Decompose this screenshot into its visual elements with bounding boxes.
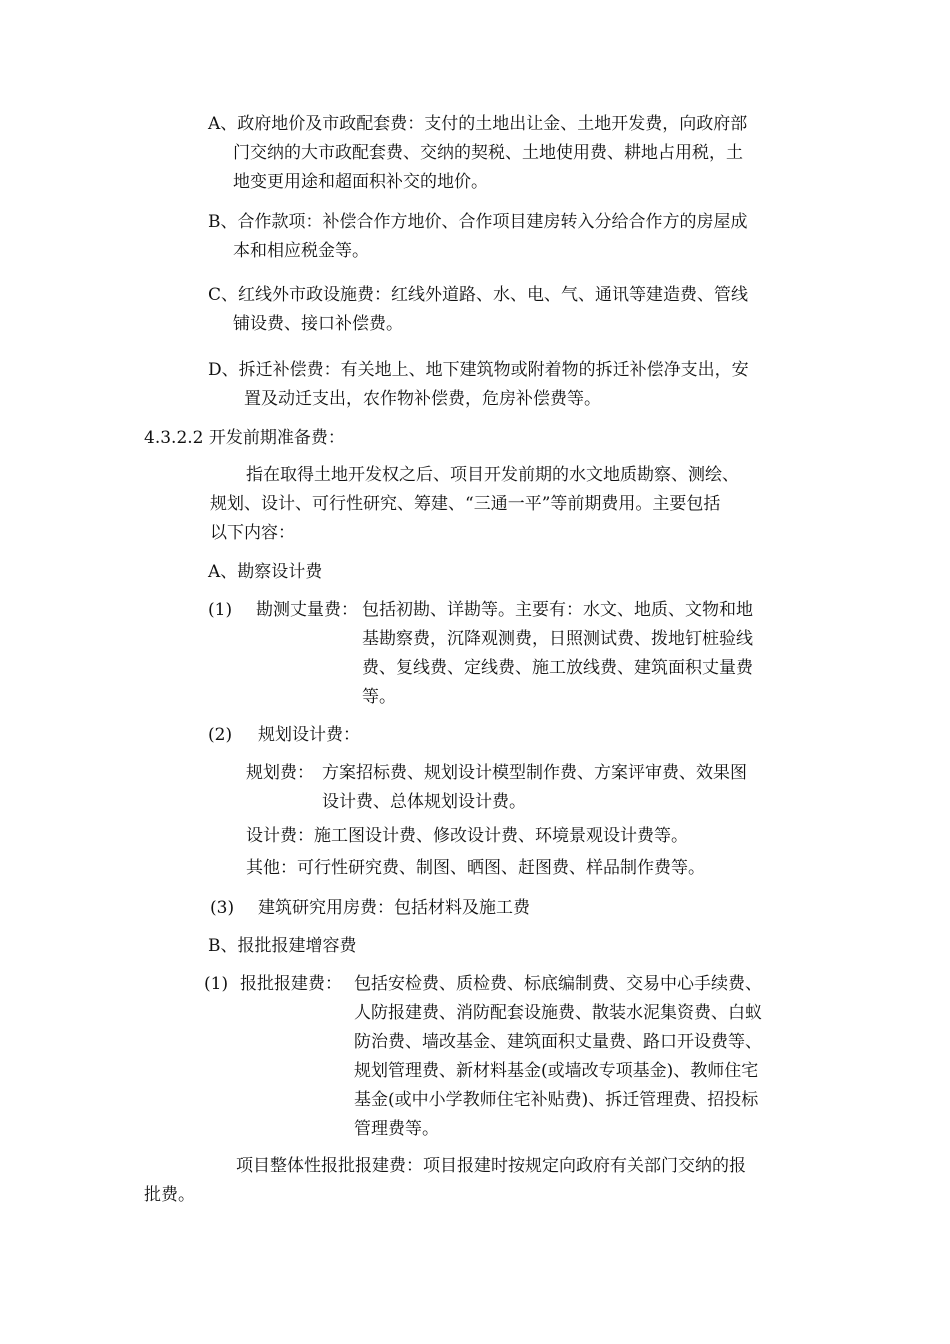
closing-paragraph — [144, 1152, 746, 1210]
item-b1-line-5: 基金(或中小学教师住宅补贴费)、拆迁管理费、招投标 — [354, 1090, 759, 1110]
item-a — [208, 110, 747, 197]
item-b1-label: 报批报建费： — [240, 974, 342, 994]
other-row — [246, 854, 705, 883]
item-2-num: (2) — [208, 725, 233, 745]
item-2-label: 规划设计费： — [258, 725, 360, 745]
item-b1-line-4: 规划管理费、新材料基金(或墙改专项基金)、教师住宅 — [354, 1061, 759, 1081]
item-b1-line-2: 人防报建费、消防配套设施费、散装水泥集资费、白蚁 — [354, 1003, 762, 1023]
item-d — [208, 356, 749, 414]
item-a-line-2: 门交纳的大市政配套费、交纳的契税、土地使用费、耕地占用税，土 — [233, 143, 743, 163]
item-b-line-1: B、合作款项：补偿合作方地价、合作项目建房转入分给合作方的房屋成 — [208, 212, 748, 232]
closing-line-1: 项目整体性报批报建费：项目报建时按规定向政府有关部门交纳的报 — [236, 1156, 746, 1176]
item-1-line-3: 费、复线费、定线费、施工放线费、建筑面积丈量费 — [362, 658, 753, 678]
section-heading: 4.3.2.2 开发前期准备费： — [144, 428, 345, 448]
item-b1-num: (1) — [204, 974, 229, 994]
item-b1-line-1: 包括安检费、质检费、标底编制费、交易中心手续费、 — [354, 974, 762, 994]
intro-paragraph — [210, 461, 739, 548]
other-label: 其他： — [246, 858, 297, 878]
item-b1-line-6: 管理费等。 — [354, 1119, 439, 1139]
item-a-line-1: A、政府地价及市政配套费：支付的土地出让金、土地开发费，向政府部 — [208, 114, 748, 134]
item-b — [208, 208, 748, 266]
sub-a-title: A、勘察设计费 — [208, 562, 323, 582]
item-b-line-2: 本和相应税金等。 — [233, 241, 369, 261]
item-b1-line-3: 防治费、墙改基金、建筑面积丈量费、路口开设费等、 — [354, 1032, 762, 1052]
item-1-body — [362, 596, 753, 712]
item-a-line-3: 地变更用途和超面积补交的地价。 — [233, 172, 488, 192]
design-text: 施工图设计费、修改设计费、环境景观设计费等。 — [314, 826, 688, 846]
closing-line-2: 批费。 — [144, 1185, 195, 1205]
design-label: 设计费： — [246, 826, 314, 846]
item-3-text: 建筑研究用房费：包括材料及施工费 — [258, 898, 530, 918]
item-1-line-2: 基勘察费，沉降观测费，日照测试费、拨地钉桩验线 — [362, 629, 753, 649]
intro-line-3: 以下内容： — [210, 523, 295, 543]
item-3-num: (3) — [210, 898, 235, 918]
item-1-line-4: 等。 — [362, 687, 396, 707]
item-c-line-1: C、红线外市政设施费：红线外道路、水、电、气、通讯等建造费、管线 — [208, 285, 749, 305]
intro-line-2: 规划、设计、可行性研究、筹建、“三通一平”等前期费用。主要包括 — [210, 494, 721, 514]
item-c — [208, 281, 748, 339]
design-row — [246, 822, 688, 851]
planning-line-1: 方案招标费、规划设计模型制作费、方案评审费、效果图 — [322, 763, 747, 783]
intro-line-1: 指在取得土地开发权之后、项目开发前期的水文地质勘察、测绘、 — [246, 465, 739, 485]
item-1-num: (1) — [208, 600, 233, 620]
planning-body — [322, 759, 747, 817]
item-b1-body — [354, 970, 762, 1144]
item-d-line-2: 置及动迁支出，农作物补偿费，危房补偿费等。 — [244, 389, 601, 409]
item-1-line-1: 包括初勘、详勘等。主要有：水文、地质、文物和地 — [362, 600, 753, 620]
other-text: 可行性研究费、制图、晒图、赶图费、样品制作费等。 — [297, 858, 705, 878]
item-c-line-2: 铺设费、接口补偿费。 — [233, 314, 403, 334]
planning-label: 规划费： — [246, 763, 314, 783]
item-d-line-1: D、拆迁补偿费：有关地上、地下建筑物或附着物的拆迁补偿净支出，安 — [208, 360, 749, 380]
sub-b-title: B、报批报建增容费 — [208, 936, 357, 956]
planning-line-2: 设计费、总体规划设计费。 — [322, 792, 526, 812]
item-1-label: 勘测丈量费： — [256, 600, 358, 620]
